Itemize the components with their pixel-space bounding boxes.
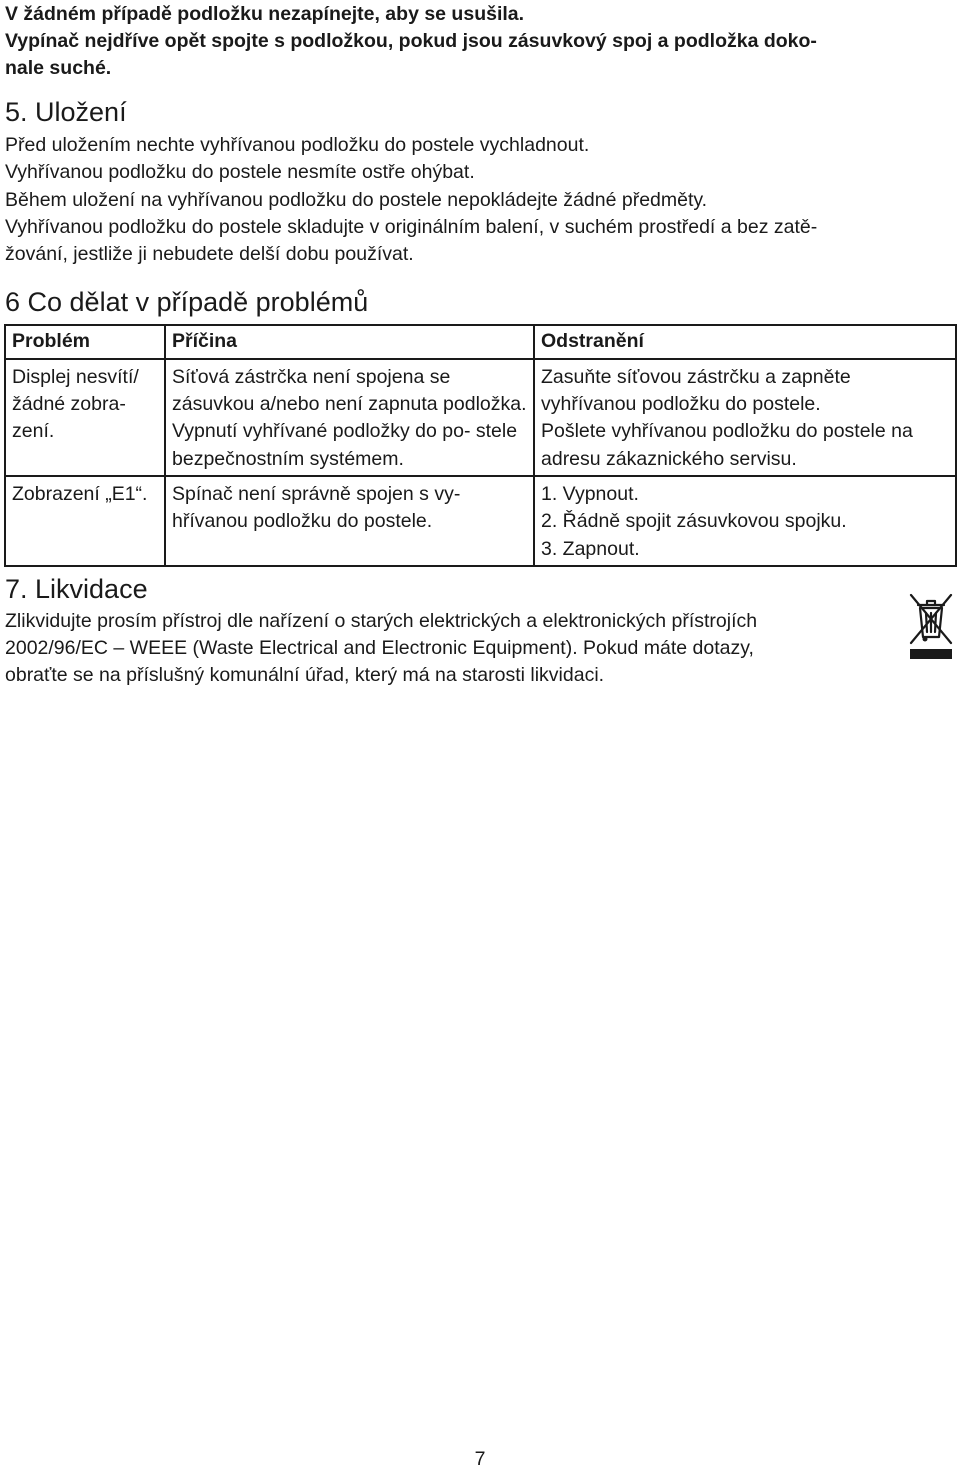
storage-line: Vyhřívanou podložku do postele skladujte v originálním balení, v suchém prostředí a bez zatě-: [5, 215, 818, 238]
warning-line: V žádném případě podložku nezapínejte, aby se usušila.: [5, 3, 525, 25]
problem-cell: Displej nesvítí/ žádné zobra- zení.: [5, 359, 165, 476]
table-row: [5, 359, 956, 419]
troubleshooting-table: [4, 324, 957, 566]
manual-page: [5, 0, 957, 690]
remedy-cell: Pošlete vyhřívanou podložku do postele na adresu zákaznického servisu.: [534, 418, 956, 476]
remedy-cell: Zasuňte síťovou zástrčku a zapněte vyhřívanou podložku do postele.: [534, 359, 956, 419]
disposal-line: Zlikvidujte prosím přístroj dle nařízení o starých elektrických a elektronických přístrojích: [5, 609, 758, 632]
table-header-row: [5, 325, 956, 358]
drying-warning: [5, 0, 957, 82]
disposal-section: [5, 573, 957, 690]
cause-cell: Spínač není správně spojen s vy- hřívanou podložku do postele.: [165, 476, 534, 566]
remedy-cell: [534, 476, 956, 566]
cause-cell: Vypnutí vyhřívané podložky do po- stele bezpečnostním systémem.: [165, 418, 534, 476]
column-header-cause: Příčina: [165, 325, 534, 358]
section-5-heading: 5. Uložení: [5, 97, 127, 127]
storage-line: Před uložením nechte vyhřívanou podložku do postele vychladnout.: [5, 134, 590, 156]
disposal-line: obraťte se na příslušný komunální úřad, který má na starosti likvidaci.: [5, 664, 605, 687]
storage-line: Vyhřívanou podložku do postele nesmíte ostře ohýbat.: [5, 161, 475, 184]
warning-line: Vypínač nejdříve opět spojte s podložkou, pokud jsou zásuvkový spoj a podložka doko-: [5, 30, 817, 52]
column-header-problem: Problém: [5, 325, 165, 358]
warning-line: nale suché.: [5, 57, 112, 79]
column-header-remedy: Odstranění: [534, 325, 956, 358]
storage-line: žování, jestliže ji nebudete delší dobu používat.: [5, 243, 414, 266]
table-row: [5, 476, 956, 566]
section-7-heading: 7. Likvidace: [5, 573, 148, 604]
problem-cell: Zobrazení „E1“.: [5, 476, 165, 566]
page-number: 7: [474, 1448, 486, 1470]
section-6-heading: 6 Co dělat v případě problémů: [5, 287, 369, 318]
remedy-step: 1. Vypnout.: [541, 482, 639, 505]
storage-line: Během uložení na vyhřívanou podložku do postele nepokládejte žádné předměty.: [5, 188, 708, 211]
cause-cell: Síťová zástrčka není spojena se zásuvkou a/nebo není zapnuta podložka.: [165, 359, 534, 419]
remedy-step: 3. Zapnout.: [541, 537, 640, 560]
disposal-line: 2002/96/EC – WEEE (Waste Electrical and Electronic Equipment). Pokud máte dotazy,: [5, 637, 754, 660]
storage-instructions: [5, 132, 957, 268]
crossed-out-wheelie-bin-icon: [908, 591, 954, 661]
remedy-step: 2. Řádně spojit zásuvkovou spojku.: [541, 510, 847, 533]
disposal-text: [5, 608, 895, 690]
